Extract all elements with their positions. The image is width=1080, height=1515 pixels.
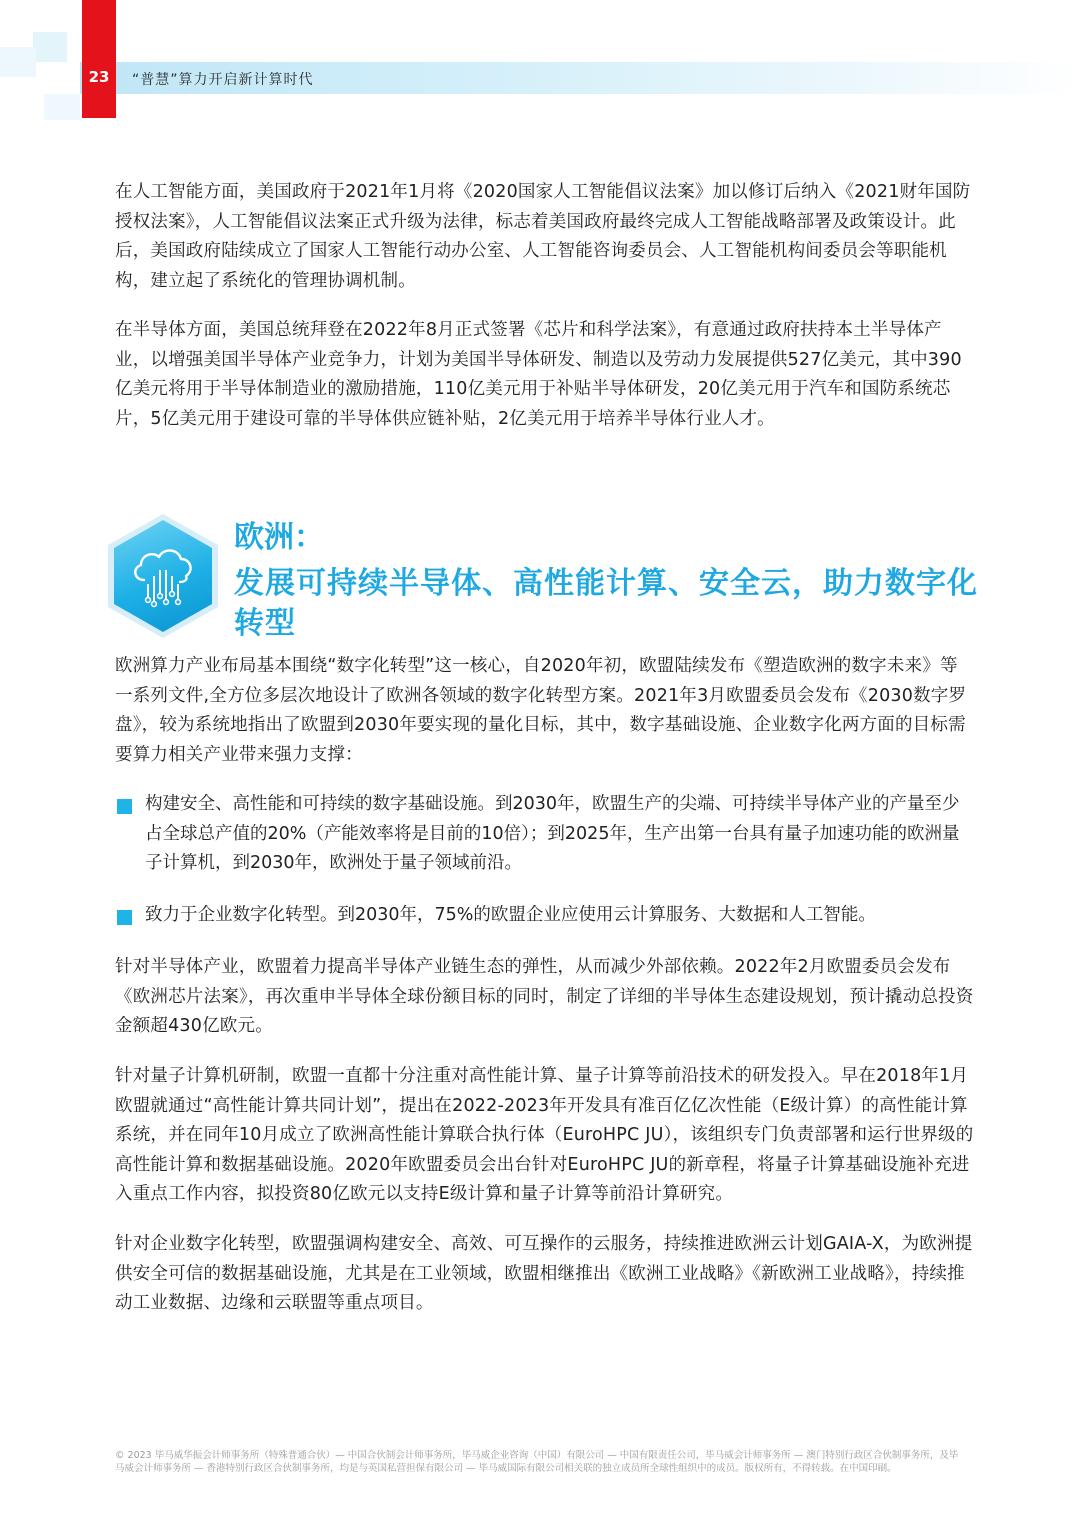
section-title: 欧洲： — [234, 520, 324, 555]
section-subtitle: 发展可持续半导体、高性能计算、安全云，助力数字化转型 — [234, 566, 978, 641]
bullet-text: 致力于企业数字化转型。到2030年，75%的欧盟企业应使用云计算服务、大数据和人工智能。 — [145, 905, 876, 925]
bullet-text: 构建安全、高性能和可持续的数字基础设施。到2030年，欧盟生产的尖端、可持续半导体产业的产量至少占全球总产值的20%（产能效率将是目前的10倍）；到2025年，生产出第一台具有量子加速功能的欧洲量子计算机，到2030年，欧洲处于量子领域前沿。 — [145, 794, 960, 873]
running-header-title: “普慧”算力开启新计算时代 — [132, 72, 314, 88]
header-decoration — [44, 94, 80, 120]
copyright-footer: © 2023 毕马威华振会计师事务所（特殊普通合伙）— 中国合伙制会计师事务所，毕马威企业咨询（中国）有限公司 — 中国有限责任公司，毕马威会计师事务所 — 澳门特别行政区合伙制事务所，及毕马威会计师事务所 — 香港特别行政区合伙制事务所，均是与英国私营担保有限公司 — 毕马威国际有限公司相关联的独立成员所全球性组织中的成员。版权所有，不得转载。在中国印刷。 — [115, 1450, 959, 1474]
page-number: 23 — [88, 68, 110, 86]
cloud-circuit-icon — [126, 540, 200, 612]
header-decoration — [0, 47, 36, 77]
paragraph-eu-intro: 欧洲算力产业布局基本围绕“数字化转型”这一核心，自2020年初，欧盟陆续发布《塑造欧洲的数字未来》等一系列文件,全方位多层次地设计了欧洲各领域的数字化转型方案。2021年3月欧盟委员会发布《2030数字罗盘》，较为系统地指出了欧盟到2030年要实现的量化目标，其中，数字基础设施、企业数字化两方面的目标需要算力相关产业带来强力支撑： — [115, 656, 967, 765]
section-icon-badge — [108, 514, 218, 638]
header-decoration — [33, 32, 67, 62]
page-tab — [82, 0, 116, 118]
bullet-item — [115, 901, 975, 931]
bullet-square-icon — [117, 799, 132, 814]
paragraph-eu-cloud: 针对企业数字化转型，欧盟强调构建安全、高效、可互操作的云服务，持续推进欧洲云计划GAIA-X，为欧洲提供安全可信的数据基础设施，尤其是在工业领域，欧盟相继推出《欧洲工业战略》《新欧洲工业战略》，持续推动工业数据、边缘和云联盟等重点项目。 — [115, 1234, 973, 1313]
paragraph-us-ai: 在人工智能方面，美国政府于2021年1月将《2020国家人工智能倡议法案》加以修订后纳入《2021财年国防授权法案》，人工智能倡议法案正式升级为法律，标志着美国政府最终完成人工智能战略部署及政策设计。此后，美国政府陆续成立了国家人工智能行动办公室、人工智能咨询委员会、人工智能机构间委员会等职能机构，建立起了系统化的管理协调机制。 — [115, 182, 971, 291]
bullet-square-icon — [117, 910, 132, 925]
paragraph-eu-quantum: 针对量子计算机研制，欧盟一直都十分注重对高性能计算、量子计算等前沿技术的研发投入。早在2018年1月欧盟就通过“高性能计算共同计划”，提出在2022-2023年开发具有准百亿亿次性能（E级计算）的高性能计算系统，并在同年10月成立了欧洲高性能计算联合执行体（EuroHPC JU），该组织专门负责部署和运行世界级的高性能计算和数据基础设施。2020年欧盟委员会出台针对EuroHPC JU的新章程，将量子计算基础设施补充进入重点工作内容，拟投资80亿欧元以支持E级计算和量子计算等前沿计算研究。 — [115, 1066, 974, 1204]
paragraph-us-semiconductor: 在半导体方面，美国总统拜登在2022年8月正式签署《芯片和科学法案》，有意通过政府扶持本土半导体产业，以增强美国半导体产业竞争力，计划为美国半导体研发、制造以及劳动力发展提供527亿美元，其中390亿美元将用于半导体制造业的激励措施，110亿美元用于补贴半导体研发，20亿美元用于汽车和国防系统芯片，5亿美元用于建设可靠的半导体供应链补贴，2亿美元用于培养半导体行业人才。 — [115, 320, 962, 429]
paragraph-eu-semiconductor: 针对半导体产业，欧盟着力提高半导体产业链生态的弹性，从而减少外部依赖。2022年2月欧盟委员会发布《欧洲芯片法案》，再次重申半导体全球份额目标的同时，制定了详细的半导体生态建设规划，预计撬动总投资金额超430亿欧元。 — [115, 957, 974, 1036]
bullet-item — [115, 790, 975, 879]
